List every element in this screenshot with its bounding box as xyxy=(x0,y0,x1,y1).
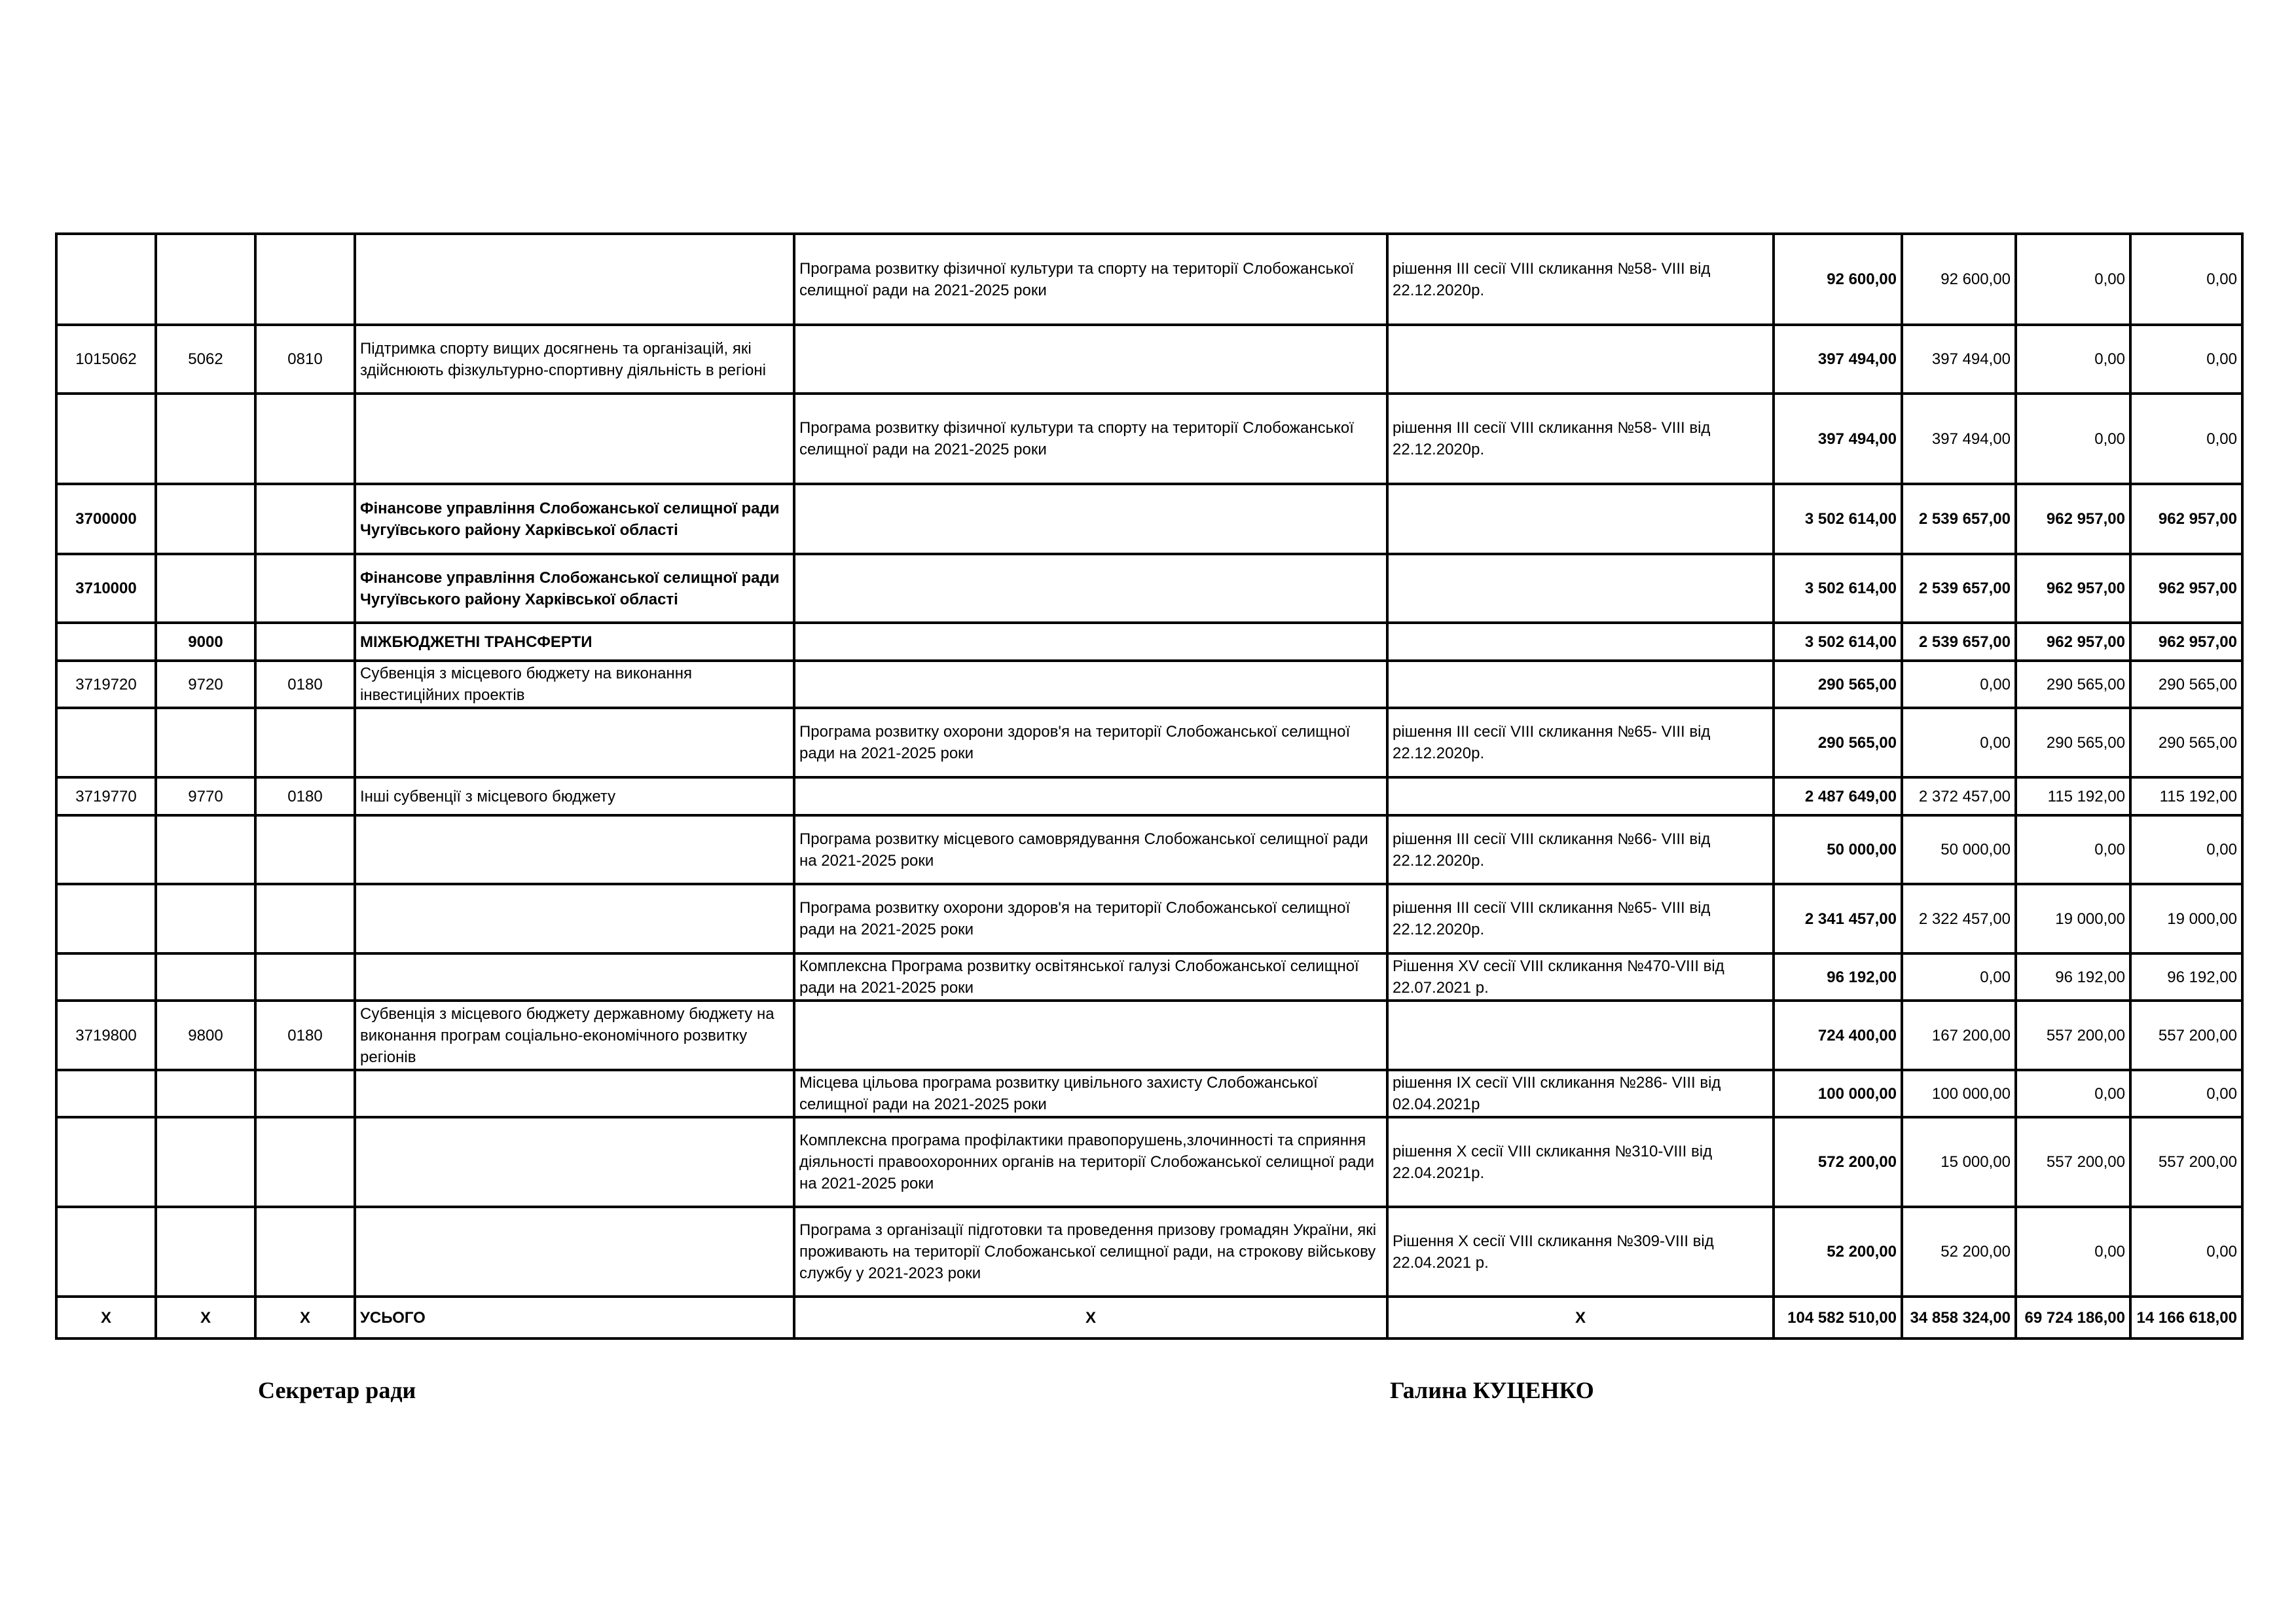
amount-development-budget: 962 957,00 xyxy=(2130,554,2242,623)
amount-total: 2 487 649,00 xyxy=(1774,777,1902,815)
kfkvk-code: 0180 xyxy=(255,661,355,708)
kpkvk-short-code xyxy=(156,1207,255,1297)
table-row xyxy=(56,815,2242,884)
decision xyxy=(1387,623,1774,661)
kpkvk-short-code xyxy=(156,554,255,623)
program-name xyxy=(794,554,1387,623)
amount-special-fund: 96 192,00 xyxy=(2016,953,2130,1001)
kpkvk-short-code: 9000 xyxy=(156,623,255,661)
budget-item-name xyxy=(355,708,794,777)
amount-development-budget: 557 200,00 xyxy=(2130,1117,2242,1207)
kpkvk-code xyxy=(56,708,156,777)
amount-general-fund: 15 000,00 xyxy=(1902,1117,2016,1207)
amount-total: 92 600,00 xyxy=(1774,234,1902,325)
kpkvk-short-code: 9720 xyxy=(156,661,255,708)
decision: рішення ІІІ сесії VIII скликання №58- VIII від 22.12.2020р. xyxy=(1387,234,1774,325)
kpkvk-code: 3719800 xyxy=(56,1001,156,1070)
program-name: Програма розвитку охорони здоров'я на території Слобожанської селищної ради на 2021-2025 роки xyxy=(794,708,1387,777)
budget-table xyxy=(55,232,2244,1340)
decision xyxy=(1387,325,1774,394)
amount-general-fund: 50 000,00 xyxy=(1902,815,2016,884)
amount-total: 3 502 614,00 xyxy=(1774,623,1902,661)
kpkvk-code xyxy=(56,1070,156,1117)
table-body xyxy=(56,234,2242,1338)
amount-general-fund: 167 200,00 xyxy=(1902,1001,2016,1070)
table-row xyxy=(56,1001,2242,1070)
signature-name: Галина КУЦЕНКО xyxy=(1390,1377,1594,1403)
budget-item-name: Фінансове управління Слобожанської селищної ради Чугуївського району Харківської області xyxy=(355,554,794,623)
amount-special-fund: 0,00 xyxy=(2016,394,2130,484)
kpkvk-short-code xyxy=(156,394,255,484)
kpkvk-short-code xyxy=(156,234,255,325)
amount-development-budget: 19 000,00 xyxy=(2130,884,2242,953)
kpkvk-code xyxy=(56,394,156,484)
amount-total: 290 565,00 xyxy=(1774,708,1902,777)
decision xyxy=(1387,661,1774,708)
amount-general-fund: 0,00 xyxy=(1902,953,2016,1001)
amount-development-budget: 115 192,00 xyxy=(2130,777,2242,815)
table-row xyxy=(56,708,2242,777)
amount-general-fund: 2 539 657,00 xyxy=(1902,554,2016,623)
kpkvk-short-code xyxy=(156,953,255,1001)
amount-total: 397 494,00 xyxy=(1774,394,1902,484)
program-name xyxy=(794,777,1387,815)
amount-special-fund: 962 957,00 xyxy=(2016,484,2130,554)
decision xyxy=(1387,484,1774,554)
amount-special-fund: 0,00 xyxy=(2016,325,2130,394)
table-row xyxy=(56,953,2242,1001)
program-name: Програма розвитку місцевого самоврядування Слобожанської селищної ради на 2021-2025 роки xyxy=(794,815,1387,884)
table-row xyxy=(56,394,2242,484)
amount-total: 52 200,00 xyxy=(1774,1207,1902,1297)
budget-item-name: МІЖБЮДЖЕТНІ ТРАНСФЕРТИ xyxy=(355,623,794,661)
table-row xyxy=(56,234,2242,325)
amount-development-budget: 557 200,00 xyxy=(2130,1001,2242,1070)
kfkvk-code xyxy=(255,394,355,484)
budget-item-name xyxy=(355,1207,794,1297)
amount-total: 2 341 457,00 xyxy=(1774,884,1902,953)
amount-development-budget: 290 565,00 xyxy=(2130,661,2242,708)
decision: рішення Х сесії VIII скликання №310-VIII від 22.04.2021р. xyxy=(1387,1117,1774,1207)
program-name: Програма розвитку охорони здоров'я на території Слобожанської селищної ради на 2021-2025 роки xyxy=(794,884,1387,953)
amount-total: 50 000,00 xyxy=(1774,815,1902,884)
amount-special-fund: 290 565,00 xyxy=(2016,661,2130,708)
amount-development-budget: 0,00 xyxy=(2130,325,2242,394)
kpkvk-short-code xyxy=(156,708,255,777)
kpkvk-short-code: 9800 xyxy=(156,1001,255,1070)
amount-general-fund: 0,00 xyxy=(1902,661,2016,708)
decision: рішення ІІІ сесії VIII скликання №65- VIII від 22.12.2020р. xyxy=(1387,884,1774,953)
amount-special-fund: 962 957,00 xyxy=(2016,554,2130,623)
kpkvk-code xyxy=(56,1207,156,1297)
amount-special-fund: 0,00 xyxy=(2016,1207,2130,1297)
decision: Рішення Х сесії VIII скликання №309-VIII від 22.04.2021 р. xyxy=(1387,1207,1774,1297)
kfkvk-code xyxy=(255,484,355,554)
kpkvk-code xyxy=(56,953,156,1001)
amount-total: 3 502 614,00 xyxy=(1774,554,1902,623)
amount-general-fund: 2 539 657,00 xyxy=(1902,484,2016,554)
table-row xyxy=(56,554,2242,623)
kpkvk-short-code xyxy=(156,484,255,554)
program-name: Програма розвитку фізичної культури та спорту на території Слобожанської селищної ради на 2021-2025 роки xyxy=(794,394,1387,484)
amount-development-budget: 0,00 xyxy=(2130,815,2242,884)
decision: Рішення XV сесії VIII скликання №470-VIII від 22.07.2021 р. xyxy=(1387,953,1774,1001)
kpkvk-code: 3710000 xyxy=(56,554,156,623)
kpkvk-short-code: 9770 xyxy=(156,777,255,815)
amount-development-budget: 0,00 xyxy=(2130,1070,2242,1117)
kpkvk-short-code xyxy=(156,884,255,953)
amount-general-fund: 92 600,00 xyxy=(1902,234,2016,325)
kfkvk-code xyxy=(255,884,355,953)
amount-development-budget: 96 192,00 xyxy=(2130,953,2242,1001)
decision: рішення ІХ сесії VIII скликання №286- VIII від 02.04.2021р xyxy=(1387,1070,1774,1117)
amount-general-fund: 2 322 457,00 xyxy=(1902,884,2016,953)
table-row xyxy=(56,1207,2242,1297)
budget-item-name xyxy=(355,815,794,884)
kpkvk-code xyxy=(56,884,156,953)
decision xyxy=(1387,777,1774,815)
budget-item-name: Підтримка спорту вищих досягнень та організацій, які здійснюють фізкультурно-спортивну діяльність в регіоні xyxy=(355,325,794,394)
kfkvk-code xyxy=(255,953,355,1001)
amount-general-fund: 0,00 xyxy=(1902,708,2016,777)
budget-item-name: УСЬОГО xyxy=(355,1297,794,1338)
program-name: Комплексна програма профілактики правопорушень,злочинності та сприяння діяльності правоохоронних органів на території Слобожанської селищної ради на 2021-2025 роки xyxy=(794,1117,1387,1207)
amount-total: 397 494,00 xyxy=(1774,325,1902,394)
amount-general-fund: 2 539 657,00 xyxy=(1902,623,2016,661)
table-row xyxy=(56,484,2242,554)
kpkvk-short-code: X xyxy=(156,1297,255,1338)
table-row xyxy=(56,1117,2242,1207)
amount-development-budget: 14 166 618,00 xyxy=(2130,1297,2242,1338)
amount-special-fund: 115 192,00 xyxy=(2016,777,2130,815)
program-name: Комплексна Програма розвитку освітянської галузі Слобожанської селищної ради на 2021-2025 роки xyxy=(794,953,1387,1001)
amount-development-budget: 0,00 xyxy=(2130,394,2242,484)
table-row xyxy=(56,661,2242,708)
amount-special-fund: 19 000,00 xyxy=(2016,884,2130,953)
amount-special-fund: 962 957,00 xyxy=(2016,623,2130,661)
amount-special-fund: 69 724 186,00 xyxy=(2016,1297,2130,1338)
table-row xyxy=(56,884,2242,953)
budget-item-name xyxy=(355,234,794,325)
table-row xyxy=(56,1070,2242,1117)
amount-general-fund: 397 494,00 xyxy=(1902,394,2016,484)
budget-item-name xyxy=(355,953,794,1001)
kfkvk-code: 0180 xyxy=(255,1001,355,1070)
program-name xyxy=(794,1001,1387,1070)
amount-special-fund: 0,00 xyxy=(2016,1070,2130,1117)
program-name: Програма з організації підготовки та проведення призову громадян України, які проживають на території Слобожанської селищної ради, на строкову військову службу у 2021-2023 роки xyxy=(794,1207,1387,1297)
amount-development-budget: 0,00 xyxy=(2130,234,2242,325)
kpkvk-code: 3719720 xyxy=(56,661,156,708)
amount-total: 724 400,00 xyxy=(1774,1001,1902,1070)
kfkvk-code xyxy=(255,708,355,777)
kfkvk-code xyxy=(255,1117,355,1207)
kpkvk-short-code: 5062 xyxy=(156,325,255,394)
kfkvk-code xyxy=(255,623,355,661)
amount-development-budget: 0,00 xyxy=(2130,1207,2242,1297)
amount-general-fund: 100 000,00 xyxy=(1902,1070,2016,1117)
amount-total: 100 000,00 xyxy=(1774,1070,1902,1117)
table-row xyxy=(56,777,2242,815)
budget-item-name: Інші субвенції з місцевого бюджету xyxy=(355,777,794,815)
budget-item-name: Фінансове управління Слобожанської селищної ради Чугуївського району Харківської області xyxy=(355,484,794,554)
amount-total: 3 502 614,00 xyxy=(1774,484,1902,554)
amount-special-fund: 0,00 xyxy=(2016,815,2130,884)
program-name: X xyxy=(794,1297,1387,1338)
kpkvk-code: 3700000 xyxy=(56,484,156,554)
kpkvk-code xyxy=(56,1117,156,1207)
amount-total: 290 565,00 xyxy=(1774,661,1902,708)
decision: рішення ІІІ сесії VIII скликання №58- VIII від 22.12.2020р. xyxy=(1387,394,1774,484)
amount-special-fund: 0,00 xyxy=(2016,234,2130,325)
amount-development-budget: 962 957,00 xyxy=(2130,484,2242,554)
kpkvk-short-code xyxy=(156,1070,255,1117)
total-row xyxy=(56,1297,2242,1338)
amount-general-fund: 52 200,00 xyxy=(1902,1207,2016,1297)
kfkvk-code: 0180 xyxy=(255,777,355,815)
table-row xyxy=(56,623,2242,661)
kpkvk-code xyxy=(56,234,156,325)
kfkvk-code xyxy=(255,815,355,884)
budget-item-name: Субвенція з місцевого бюджету державному бюджету на виконання програм соціально-економічного розвитку регіонів xyxy=(355,1001,794,1070)
budget-item-name xyxy=(355,394,794,484)
kpkvk-code: 3719770 xyxy=(56,777,156,815)
kfkvk-code xyxy=(255,1070,355,1117)
kpkvk-code: X xyxy=(56,1297,156,1338)
budget-item-name xyxy=(355,1117,794,1207)
kpkvk-code xyxy=(56,623,156,661)
amount-special-fund: 557 200,00 xyxy=(2016,1001,2130,1070)
program-name xyxy=(794,623,1387,661)
decision xyxy=(1387,554,1774,623)
kpkvk-code xyxy=(56,815,156,884)
signature-title: Секретар ради xyxy=(258,1377,416,1403)
kpkvk-code: 1015062 xyxy=(56,325,156,394)
kfkvk-code: X xyxy=(255,1297,355,1338)
kpkvk-short-code xyxy=(156,815,255,884)
program-name xyxy=(794,325,1387,394)
program-name: Програма розвитку фізичної культури та спорту на території Слобожанської селищної ради на 2021-2025 роки xyxy=(794,234,1387,325)
decision xyxy=(1387,1001,1774,1070)
budget-item-name xyxy=(355,884,794,953)
amount-total: 104 582 510,00 xyxy=(1774,1297,1902,1338)
kpkvk-short-code xyxy=(156,1117,255,1207)
decision: рішення ІІІ сесії VIII скликання №65- VIII від 22.12.2020р. xyxy=(1387,708,1774,777)
kfkvk-code xyxy=(255,554,355,623)
amount-general-fund: 397 494,00 xyxy=(1902,325,2016,394)
budget-item-name xyxy=(355,1070,794,1117)
amount-special-fund: 557 200,00 xyxy=(2016,1117,2130,1207)
program-name xyxy=(794,661,1387,708)
amount-general-fund: 34 858 324,00 xyxy=(1902,1297,2016,1338)
amount-special-fund: 290 565,00 xyxy=(2016,708,2130,777)
amount-development-budget: 290 565,00 xyxy=(2130,708,2242,777)
amount-general-fund: 2 372 457,00 xyxy=(1902,777,2016,815)
table-row xyxy=(56,325,2242,394)
decision: X xyxy=(1387,1297,1774,1338)
budget-item-name: Субвенція з місцевого бюджету на виконання інвестиційних проектів xyxy=(355,661,794,708)
kfkvk-code xyxy=(255,234,355,325)
program-name: Місцева цільова програма розвитку цивільного захисту Слобожанської селищної ради на 2021-2025 роки xyxy=(794,1070,1387,1117)
amount-total: 96 192,00 xyxy=(1774,953,1902,1001)
kfkvk-code: 0810 xyxy=(255,325,355,394)
amount-development-budget: 962 957,00 xyxy=(2130,623,2242,661)
kfkvk-code xyxy=(255,1207,355,1297)
amount-total: 572 200,00 xyxy=(1774,1117,1902,1207)
program-name xyxy=(794,484,1387,554)
decision: рішення ІІІ сесії VIII скликання №66- VIII від 22.12.2020р. xyxy=(1387,815,1774,884)
